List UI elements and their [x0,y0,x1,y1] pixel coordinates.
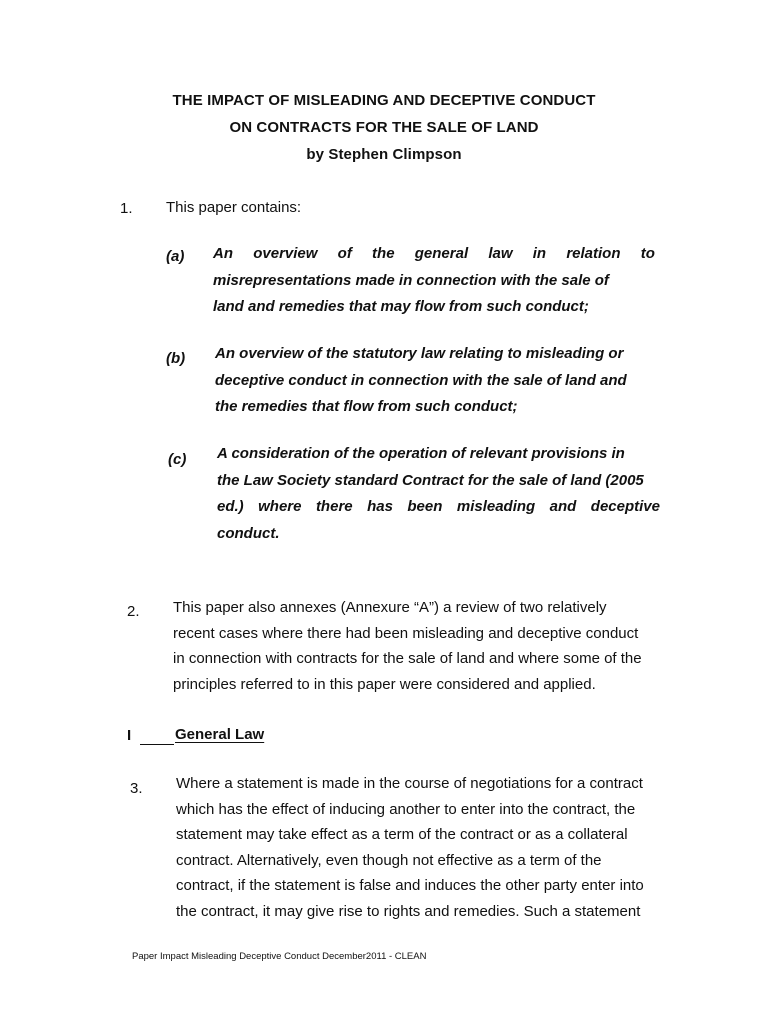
item-c-label: (c) [168,451,187,468]
paragraph-3-line: the contract, it may give rise to rights and remedies. Such a statement [176,902,641,920]
item-b-label: (b) [166,350,186,367]
paragraph-2-line: in connection with contracts for the sale of land and where some of the [173,650,642,667]
paragraph-2-text [173,595,663,697]
item-a-line: land and remedies that may flow from such conduct; [213,298,589,315]
section-number: I [127,727,132,744]
section-heading: General Law [175,726,265,743]
item-c-line: the Law Society standard Contract for the sale of land (2005 [217,471,644,489]
paragraph-3-line: which has the effect of inducing another to enter into the contract, the [176,800,636,818]
paragraph-3-line: contract. Alternatively, even though not effective as a term of the [176,851,602,869]
item-a-line: misrepresentations made in connection with the sale of [213,271,609,289]
item-c-line: ed.) where there has been misleading and deceptive [217,498,660,515]
paragraph-2-line: principles referred to in this paper were considered and applied. [173,675,596,693]
item-b-line: the remedies that flow from such conduct; [215,398,518,415]
item-c-line: conduct. [217,524,280,542]
document-author: by Stephen Climpson [306,146,462,163]
item-a-line: An overview of the general law in relation to [213,245,655,262]
paragraph-1-number: 1. [120,200,133,217]
paragraph-1-intro: This paper contains: [166,199,302,216]
page-footer: Paper Impact Misleading Deceptive Conduct December2011 - CLEAN [132,951,427,962]
paragraph-3-line: statement may take effect as a term of the contract or as a collateral [176,826,628,843]
item-c-text [217,441,660,547]
paragraph-3-line: contract, if the statement is false and induces the other party enter into [176,877,644,894]
document-title-line-1: THE IMPACT OF MISLEADING AND DECEPTIVE CONDUCT [172,92,596,109]
paragraph-3-line: Where a statement is made in the course of negotiations for a contract [176,775,643,792]
section-heading-rule [140,744,174,745]
document-title-line-2: ON CONTRACTS FOR THE SALE OF LAND [229,119,539,136]
paragraph-3-number: 3. [130,780,143,797]
paragraph-2-line: recent cases where there had been misleading and deceptive conduct [173,624,639,642]
paragraph-2-line: This paper also annexes (Annexure “A”) a review of two relatively [173,599,607,616]
paragraph-3-text [176,771,666,924]
item-b-text [215,341,660,421]
paragraph-2-number: 2. [127,603,140,620]
item-b-line: deceptive conduct in connection with the sale of land and [215,371,627,389]
item-c-line: A consideration of the operation of relevant provisions in [217,445,625,462]
item-a-text [213,241,655,321]
item-b-line: An overview of the statutory law relating to misleading or [215,345,624,362]
item-a-label: (a) [166,248,185,265]
